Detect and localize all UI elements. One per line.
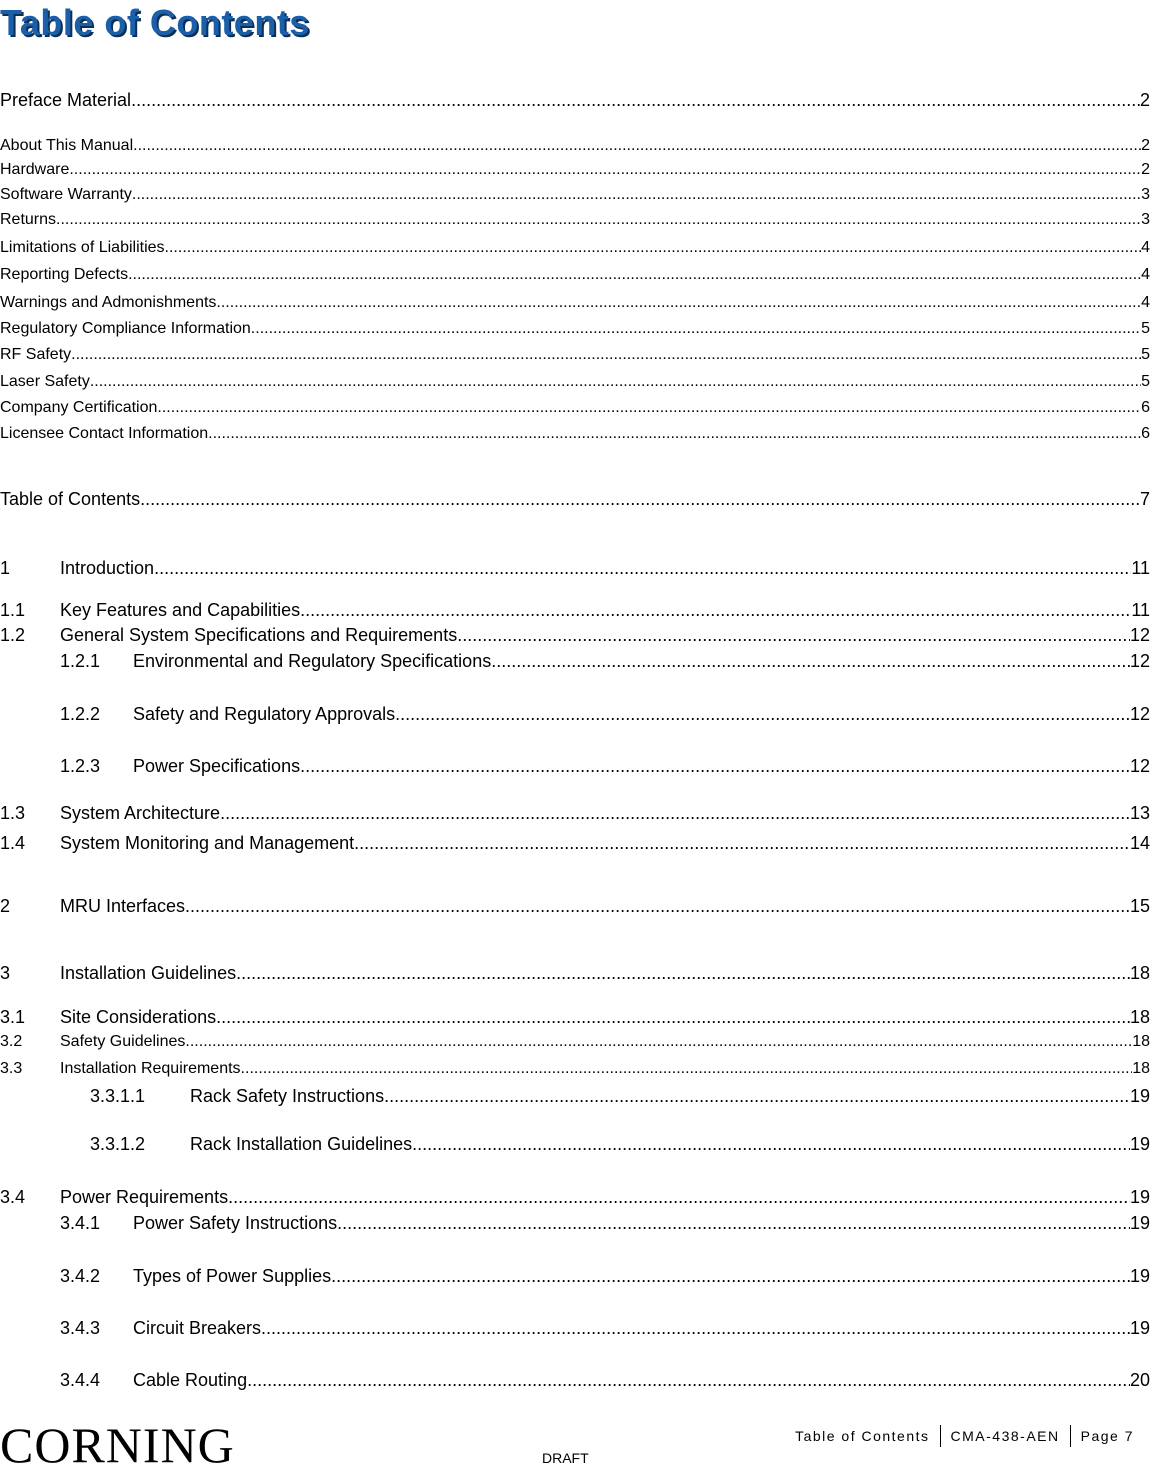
toc-entry-page: 6 (1141, 399, 1150, 416)
toc-leader-dots (216, 294, 1141, 312)
toc-entry-page: 3 (1141, 211, 1150, 228)
toc-entry-title: Reporting Defects (0, 266, 129, 283)
toc-entry-number: 3.4.1 (60, 1213, 101, 1233)
toc-entry-page: 19 (1129, 1213, 1150, 1233)
toc-entry-page: 5 (1141, 320, 1150, 337)
toc-entry-title: Types of Power Supplies (133, 1266, 332, 1286)
toc-entry-title: Power Safety Instructions (133, 1213, 338, 1233)
toc-leader-dots (208, 425, 1141, 443)
toc-entry-title: Rack Safety Instructions (190, 1086, 385, 1106)
toc-entry-page: 6 (1141, 425, 1150, 442)
toc-entry-page: 3 (1141, 186, 1150, 203)
toc-entry-number: 3.3.1.1 (90, 1086, 146, 1106)
toc-entry[interactable] (0, 346, 1150, 368)
toc-leader-dots (154, 558, 1131, 579)
toc-entry-page: 4 (1141, 239, 1150, 256)
toc-entry-number: 1.2.1 (60, 651, 101, 671)
toc-entry-page: 12 (1129, 704, 1150, 724)
toc-leader-dots (412, 1134, 1130, 1155)
toc-entry-title: System Monitoring and Management (60, 833, 355, 853)
toc-entry-number: 1.3 (0, 803, 26, 823)
toc-entry-number: 3 (0, 963, 11, 983)
toc-entry-title: Power Requirements (60, 1187, 229, 1207)
toc-leader-dots (56, 211, 1141, 229)
toc-leader-dots (90, 373, 1141, 391)
page-title: Table of Contents (0, 2, 310, 43)
toc-entry-page: 18 (1129, 963, 1150, 983)
footer-section: Table of Contents (795, 1428, 930, 1444)
toc-entry-title: RF Safety (0, 346, 72, 363)
toc-entry[interactable] (0, 266, 1150, 288)
toc-entry-number: 3.4.2 (60, 1266, 101, 1286)
toc-entry-page: 12 (1129, 625, 1150, 645)
toc-entry-page: 2 (1139, 90, 1150, 110)
toc-entry-page: 14 (1129, 833, 1150, 853)
toc-entry[interactable] (0, 320, 1150, 342)
toc-leader-dots (165, 239, 1142, 257)
toc-entry-page: 11 (1131, 600, 1150, 620)
toc-leader-dots (157, 399, 1141, 417)
toc-entry-number: 3.4.4 (60, 1370, 101, 1390)
toc-leader-dots (220, 803, 1130, 824)
toc-leader-dots (395, 704, 1130, 725)
toc-entry[interactable] (0, 161, 1150, 183)
toc-entry-page: 5 (1141, 346, 1150, 363)
toc-entry[interactable] (0, 704, 1150, 726)
toc-entry[interactable] (0, 211, 1150, 233)
toc-leader-dots (331, 1266, 1130, 1287)
toc-entry-page: 19 (1129, 1134, 1150, 1154)
toc-entry[interactable] (0, 756, 1150, 778)
toc-entry-title: Preface Material (0, 90, 132, 110)
toc-entry-page: 4 (1141, 266, 1150, 283)
toc-leader-dots (71, 346, 1141, 364)
footer-info (785, 1425, 1144, 1447)
toc-entry-page: 2 (1141, 137, 1150, 154)
toc-entry-title: Company Certification (0, 399, 158, 416)
toc-entry-page: 19 (1129, 1187, 1150, 1207)
toc-entry-page: 12 (1129, 756, 1150, 776)
toc-leader-dots (236, 963, 1130, 984)
toc-entry-number: 1 (0, 558, 11, 578)
toc-entry-title: Safety and Regulatory Approvals (133, 704, 396, 724)
toc-entry-title: Site Considerations (60, 1007, 217, 1027)
toc-leader-dots (457, 625, 1130, 646)
toc-entry-title: Software Warranty (0, 186, 132, 203)
toc-entry-number: 3.4 (0, 1187, 26, 1207)
toc-entry-page: 19 (1129, 1318, 1150, 1338)
toc-entry[interactable] (0, 1213, 1150, 1235)
toc-leader-dots (185, 896, 1130, 917)
toc-entry-number: 3.4.3 (60, 1318, 101, 1338)
toc-leader-dots (140, 489, 1140, 510)
toc-leader-dots (247, 1370, 1130, 1391)
toc-leader-dots (128, 266, 1141, 284)
toc-entry-page: 4 (1141, 294, 1150, 311)
toc-entry[interactable] (0, 90, 1150, 112)
toc-entry-number: 1.1 (0, 600, 26, 620)
toc-entry-number: 3.3 (0, 1060, 23, 1077)
toc-entry-page: 15 (1129, 896, 1150, 916)
toc-entry-page: 5 (1141, 373, 1150, 390)
toc-entry[interactable] (0, 373, 1150, 395)
toc-leader-dots (300, 600, 1131, 621)
toc-entry-number: 1.2.2 (60, 704, 101, 724)
footer-doc-id: CMA-438-AEN (950, 1428, 1060, 1444)
corning-logo: CORNING (0, 1417, 235, 1473)
toc-entry[interactable] (0, 1007, 1150, 1029)
toc-entry[interactable] (0, 625, 1150, 647)
toc-entry-page: 18 (1132, 1060, 1150, 1077)
toc-leader-dots (354, 833, 1130, 854)
toc-entry-page: 18 (1132, 1033, 1150, 1050)
toc-entry[interactable] (0, 600, 1150, 622)
toc-entry-title: Regulatory Compliance Information (0, 320, 251, 337)
toc-leader-dots (185, 1033, 1132, 1051)
toc-entry-title: Warnings and Admonishments (0, 294, 217, 311)
toc-entry-page: 7 (1139, 489, 1150, 509)
page-footer (0, 1417, 1152, 1473)
toc-entry-title: General System Specifications and Requirements (60, 625, 458, 645)
toc-entry[interactable] (0, 1060, 1150, 1082)
toc-leader-dots (300, 756, 1130, 777)
toc-entry[interactable] (0, 1370, 1150, 1392)
toc-entry[interactable] (0, 399, 1150, 421)
toc-entry[interactable] (0, 186, 1150, 208)
toc-entry-title: Hardware (0, 161, 70, 178)
toc-entry-page: 11 (1131, 558, 1150, 578)
toc-entry-number: 3.1 (0, 1007, 26, 1027)
toc-leader-dots (261, 1318, 1130, 1339)
toc-entry-title: Licensee Contact Information (0, 425, 209, 442)
toc-entry[interactable] (0, 896, 1150, 918)
footer-page-number: Page 7 (1080, 1428, 1134, 1444)
toc-entry-number: 1.4 (0, 833, 26, 853)
toc-entry-title: Safety Guidelines (60, 1033, 186, 1050)
draft-mark: DRAFT (542, 1450, 589, 1466)
toc-entry-title: Returns (0, 211, 57, 228)
toc-entry-number: 1.2 (0, 625, 26, 645)
toc-entry[interactable] (0, 558, 1150, 580)
toc-entry-title: Introduction (60, 558, 155, 578)
toc-entry-title: Environmental and Regulatory Specifications (133, 651, 492, 671)
toc-entry-number: 2 (0, 896, 11, 916)
toc-entry-number: 3.3.1.2 (90, 1134, 146, 1154)
toc-entry-title: Rack Installation Guidelines (190, 1134, 413, 1154)
toc-entry-title: Table of Contents (0, 489, 141, 509)
toc-entry-number: 1.2.3 (60, 756, 101, 776)
toc-entry-title: Power Specifications (133, 756, 301, 776)
toc-entry[interactable] (0, 963, 1150, 985)
toc-entry-page: 20 (1129, 1370, 1150, 1390)
toc-entry-title: Cable Routing (133, 1370, 248, 1390)
toc-entry-page: 18 (1129, 1007, 1150, 1027)
toc-entry[interactable] (0, 1086, 1150, 1108)
toc-entry[interactable] (0, 1318, 1150, 1340)
toc-entry[interactable] (0, 294, 1150, 316)
toc-leader-dots (228, 1187, 1130, 1208)
toc-leader-dots (69, 161, 1141, 179)
toc-leader-dots (491, 651, 1130, 672)
toc-entry-title: Circuit Breakers (133, 1318, 262, 1338)
toc-entry-title: MRU Interfaces (60, 896, 186, 916)
toc-entry[interactable] (0, 651, 1150, 673)
toc-entry-page: 19 (1129, 1086, 1150, 1106)
toc-entry-title: Installation Guidelines (60, 963, 237, 983)
toc-entry-title: Limitations of Liabilities (0, 239, 165, 256)
toc-entry-title: About This Manual (0, 137, 134, 154)
toc-entry[interactable] (0, 489, 1150, 511)
toc-leader-dots (241, 1060, 1133, 1078)
toc-entry-page: 2 (1141, 161, 1150, 178)
toc-leader-dots (132, 186, 1141, 204)
toc-entry-title: Laser Safety (0, 373, 90, 390)
toc-leader-dots (337, 1213, 1130, 1234)
toc-entry[interactable] (0, 833, 1150, 855)
toc-entry[interactable] (0, 1134, 1150, 1156)
toc-entry[interactable] (0, 1266, 1150, 1288)
toc-entry-title: Installation Requirements (60, 1060, 241, 1077)
toc-entry[interactable] (0, 239, 1150, 261)
toc-entry-title: Key Features and Capabilities (60, 600, 301, 620)
toc-entry-number: 3.2 (0, 1033, 23, 1050)
toc-leader-dots (216, 1007, 1130, 1028)
toc-entry-page: 12 (1129, 651, 1150, 671)
toc-entry[interactable] (0, 137, 1150, 159)
toc-entry[interactable] (0, 1187, 1150, 1209)
toc-leader-dots (384, 1086, 1130, 1107)
toc-leader-dots (131, 90, 1140, 111)
toc-entry-page: 13 (1129, 803, 1150, 823)
toc-entry[interactable] (0, 803, 1150, 825)
toc-leader-dots (133, 137, 1141, 155)
toc-entry[interactable] (0, 1033, 1150, 1055)
toc-leader-dots (251, 320, 1141, 338)
toc-entry-title: System Architecture (60, 803, 221, 823)
toc-entry[interactable] (0, 425, 1150, 447)
toc-entry-page: 19 (1129, 1266, 1150, 1286)
